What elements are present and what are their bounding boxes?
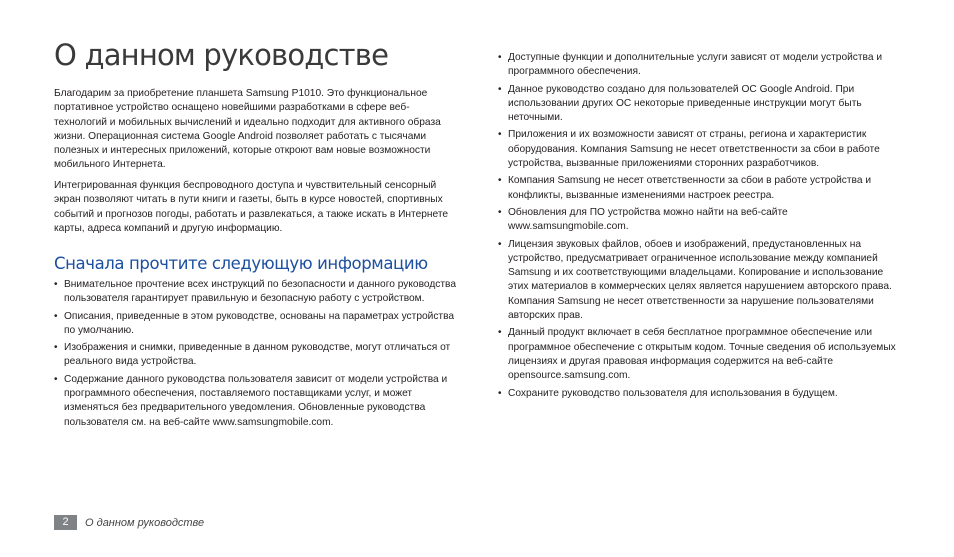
bullet-icon: • (498, 327, 502, 339)
bullet-icon: • (498, 83, 502, 95)
list-item-text: Обновления для ПО устройства можно найти на веб-сайте www.samsungmobile.com. (508, 206, 788, 233)
list-item-text: Содержание данного руководства пользователя зависит от модели устройства и программного обеспечения, поставляемого поставщиками услуг, и может изменяться без предварительного уведомления. Обновленные руководства пользователя см. на веб-сайте www.samsungmobile.com. (64, 373, 448, 428)
bullet-icon: • (498, 387, 502, 399)
list-item (498, 238, 900, 324)
list-item (498, 387, 900, 401)
list-item-text: Приложения и их возможности зависят от страны, региона и характеристик оборудования. Компания Samsung не несет ответственности за сбои в работе устройства, вызванные приложениями сторонних разработчиков. (508, 129, 880, 170)
bullet-icon: • (498, 129, 502, 141)
list-item-text: Компания Samsung не несет ответственности за сбои в работе устройства и конфликты, вызванные изменениями настроек реестра. (508, 175, 872, 201)
list-item (498, 83, 900, 126)
section-heading: Сначала прочтите следующую информацию (54, 254, 428, 273)
footer-section-title: О данном руководстве (85, 516, 205, 529)
bullet-icon: • (498, 52, 502, 63)
intro-paragraph-2: Интегрированная функция беспроводного доступа и чувствительный сенсорный экран позволяют читать в пути книги и газеты, быть в курсе новостей, спортивных событий и прогнозов погоды, работать и развлекаться, а также искать в Интернете карты, адреса компаний и другую информацию. (54, 180, 449, 234)
list-item-text: Доступные функции и дополнительные услуги зависят от модели устройства и программного обеспечения. (508, 52, 883, 78)
bullet-icon: • (498, 206, 502, 218)
list-item (498, 51, 900, 80)
page-footer (54, 514, 204, 531)
list-item (498, 174, 900, 203)
bullet-icon: • (54, 279, 58, 290)
list-item (54, 341, 456, 370)
list-item-text: Описания, приведенные в этом руководстве, основаны на параметрах устройства по умолчанию. (64, 310, 455, 336)
bullet-icon: • (498, 238, 502, 250)
page-number: 2 (54, 515, 77, 530)
page-title: О данном руководстве (54, 38, 389, 72)
list-item (498, 128, 900, 171)
bullet-icon: • (498, 175, 502, 187)
list-item (54, 310, 456, 339)
list-item (54, 278, 456, 307)
bullet-icon: • (54, 373, 58, 385)
bullet-icon: • (54, 342, 58, 354)
list-item-text: Данное руководство создано для пользователей ОС Google Android. При использовании других ОС некоторые приведенные инструкции могут быть неточными. (508, 83, 862, 124)
list-item-text: Внимательное прочтение всех инструкций по безопасности и данного руководства пользователя гарантирует правильную и безопасную работу с устройством. (64, 279, 456, 305)
list-item-text: Изображения и снимки, приведенные в данном руководстве, могут отличаться от реального вида устройства. (64, 342, 451, 368)
list-item (498, 206, 900, 235)
list-item-text: Данный продукт включает в себя бесплатное программное обеспечение или программное обеспечение с открытым кодом. Точные сведения об используемых лицензиях и другая правовая информация содержится на веб-сайте opensource.samsung.com. (508, 327, 896, 382)
right-bullet-list (498, 51, 900, 404)
bullet-icon: • (54, 310, 58, 322)
list-item (54, 373, 456, 430)
left-bullet-list (54, 278, 456, 433)
list-item-text: Лицензия звуковых файлов, обоев и изображений, предустановленных на устройство, предусматривает ограниченное использование между компанией Samsung и их соответствующими владельцами. Копирование и использование этих материалов в коммерческих целях является нарушением авторского права. Компания Samsung не несет ответственности за нарушение пользователями авторских прав. (508, 238, 892, 322)
list-item-text: Сохраните руководство пользователя для использования в будущем. (508, 387, 838, 399)
list-item (498, 326, 900, 383)
intro-paragraph-1: Благодарим за приобретение планшета Samsung P1010. Это функциональное портативное устройство оснащено новейшими разработками в сфере веб-технологий и мобильных вычислений и идеально подходит для активного образа жизни. Операционная система Google Android позволяет работать с тысячами полезных и интересных приложений, которые откроют вам новые возможности мобильного Интернета. (54, 88, 441, 171)
